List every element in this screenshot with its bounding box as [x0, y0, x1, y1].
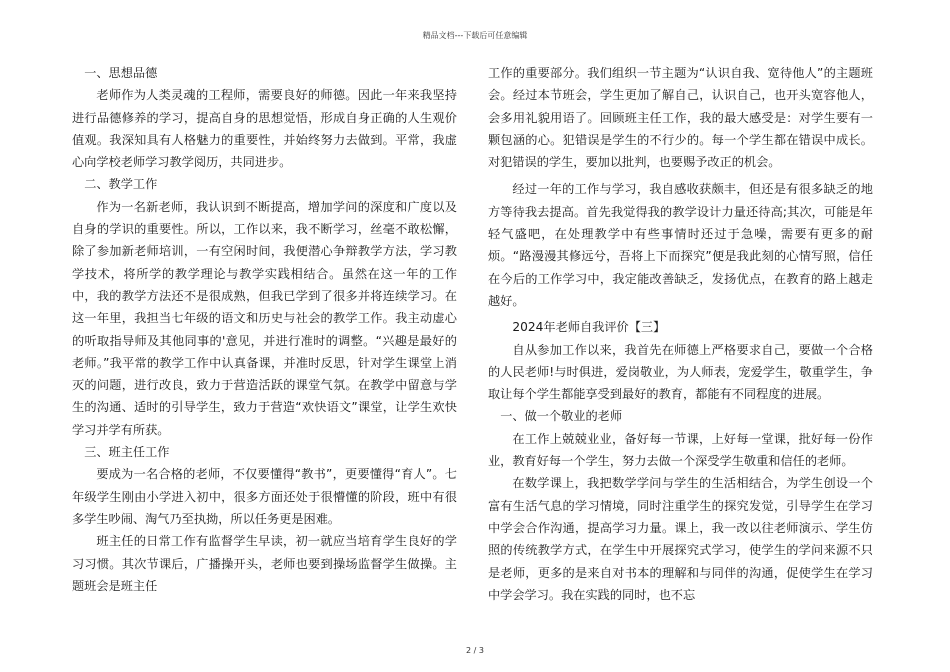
- page-header: 精品文档---下载后可任意编辑: [422, 31, 528, 40]
- paragraph: 作为一名新老师，我认识到不断提高，增加学问的深度和广度以及自身的学识的重要性。所以，工作以来，我不断学习，丝毫不敢松懈，除了参加新老师培训，一有空闲时间，我便潜心争辩教学方法，学习教学技术，将所学的教学理论与教学实践相结合。虽然在这一年的工作中，我的教学方法还不是很成熟，但我已学到了很多并将连续学习。在这一年里，我担当七年级的语文和历史与社会的教学工作。我主动虚心的听取指导师及其他同事的'意见，并进行准时的调整。“兴趣是最好的老师。”我平常的教学工作中认真备课，并准时反思，针对学生课堂上消灭的问题，进行改良，致力于营造活跃的课堂气氛。在教学中留意与学生的沟通、适时的引导学生，致力于营造“欢快语文”课堂，让学生欢快学习并学有所获。: [72, 199, 457, 437]
- paragraph: 老师作为人类灵魂的工程师，需要良好的师德。因此一年来我坚持进行品德修养的学习，提高自身的思想觉悟，形成自身正确的人生观价值观。我深知具有人格魅力的重要性，并始终努力去做到。平常，我虚心向学校老师学习教学阅历，共同进步。: [72, 88, 457, 170]
- paragraph: 经过一年的工作与学习，我自感收获颇丰，但还是有很多缺乏的地方等待我去提高。首先我觉得我的教学设计力量还待高;其次，可能是年轻气盛吧，在处理教学中有些事情时还过于急噪，需要有更多的耐烦。“路漫漫其修远兮，吾将上下而探究”便是我此刻的心情写照，信任在今后的工作学习中，我定能改善缺乏，发扬优点，在教育的路上越走越好。: [488, 182, 873, 308]
- section-heading: 一、做一个敬业的老师: [500, 409, 623, 424]
- paragraph-continued: 工作的重要部分。我们组织一节主题为“认识自我、宽待他人”的主题班会。经过本节班会，学生更加了解自己，认识自己，也开头宽容他人，会多用礼貌用语了。回顾班主任工作，我的最大感受是：对学生要有一颗包涵的心。犯错误是学生的不行少的。每一个学生都在错误中成长。对犯错误的学生，要加以批判，也要赐予改正的机会。: [488, 66, 873, 170]
- page-number: 2 / 3: [466, 646, 484, 655]
- paragraph: 在工作上兢兢业业，备好每一节课，上好每一堂课，批好每一份作业，教育好每一个学生，努力去做一个深受学生敬重和信任的老师。: [488, 431, 873, 469]
- section-title: 2024年老师自我评价【三】: [512, 320, 666, 335]
- section-heading: 三、班主任工作: [84, 445, 170, 460]
- section-heading: 二、教学工作: [84, 177, 158, 192]
- paragraph: 在数学课上，我把数学学问与学生的生活相结合，为学生创设一个富有生活气息的学习情境，同时注重学生的探究发觉，引导学生在学习中学会合作沟通，提高学习力量。课上，我一改以往老师演示、学生仿照的传统教学方式，在学生中开展探究式学习，使学生的学问来源不只是老师，更多的是来自对书本的理解和与同伴的沟通，促使学生在学习中学会学习。我在实践的同时，也不忘: [488, 476, 873, 602]
- paragraph: 班主任的日常工作有监督学生早读，初一就应当培育学生良好的学习习惯。其次节课后，广播操开头，老师也要到操场监督学生做操。主题班会是班主任: [72, 534, 457, 593]
- paragraph: 要成为一名合格的老师，不仅要懂得“教书”，更要懂得“育人”。七年级学生刚由小学进入初中，很多方面还处于很懵懂的阶段，班中有很多学生吵闹、淘气乃至执拗，所以任务更是困难。: [72, 467, 457, 526]
- paragraph: 自从参加工作以来，我首先在师德上严格要求自己，要做一个合格的人民老师!与时俱进，爱岗敬业，为人师表，宠爱学生，敬重学生，争取让每个学生都能享受到最好的教育，都能有不同程度的进展。: [488, 342, 873, 402]
- left-column: [72, 62, 457, 597]
- right-column: [488, 62, 873, 606]
- section-heading: 一、思想品德: [84, 66, 158, 80]
